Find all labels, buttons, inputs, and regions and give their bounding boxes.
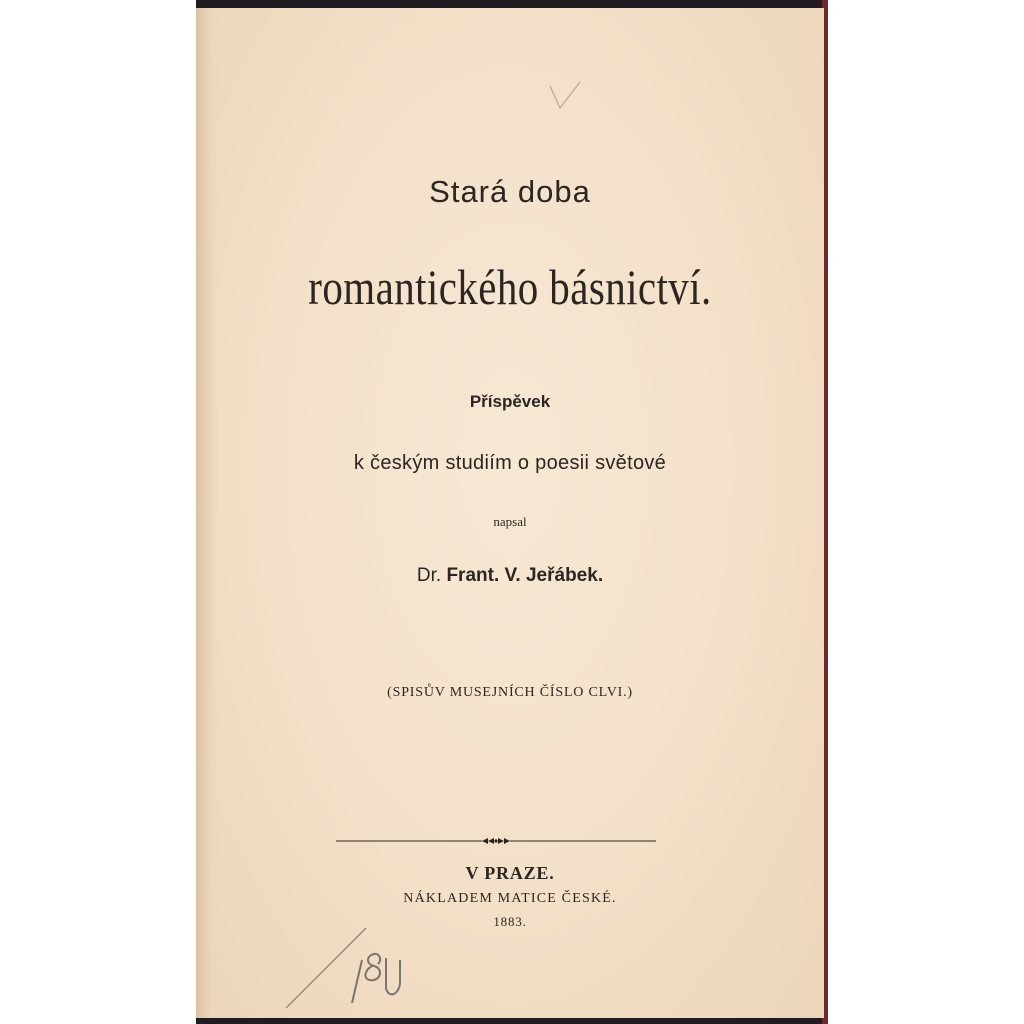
title-line-1: Stará doba [429,174,591,209]
subtitle-line-2: k českým studiím o poesii světové [353,452,667,474]
imprint-year: 1883. [493,914,527,929]
series-note: (SPISŮV MUSEJNÍCH ČÍSLO CLVI.) [387,685,633,700]
author-name: Frant. V. Jeřábek. [446,565,604,586]
title-page [196,8,824,1018]
ornamental-divider [336,836,656,846]
pencil-tick-mark [546,78,586,118]
imprint-publisher: NÁKLADEM MATICE ČESKÉ. [403,891,617,906]
handwritten-pencil-mark [286,908,446,1018]
imprint-place: V PRAZE. [465,863,555,883]
byline: napsal [493,514,527,529]
author-prefix: Dr. [416,565,442,586]
subtitle-line-1: Příspěvek [469,392,551,411]
title-line-2: romantického básnictví. [308,259,712,315]
author-line [196,565,824,587]
